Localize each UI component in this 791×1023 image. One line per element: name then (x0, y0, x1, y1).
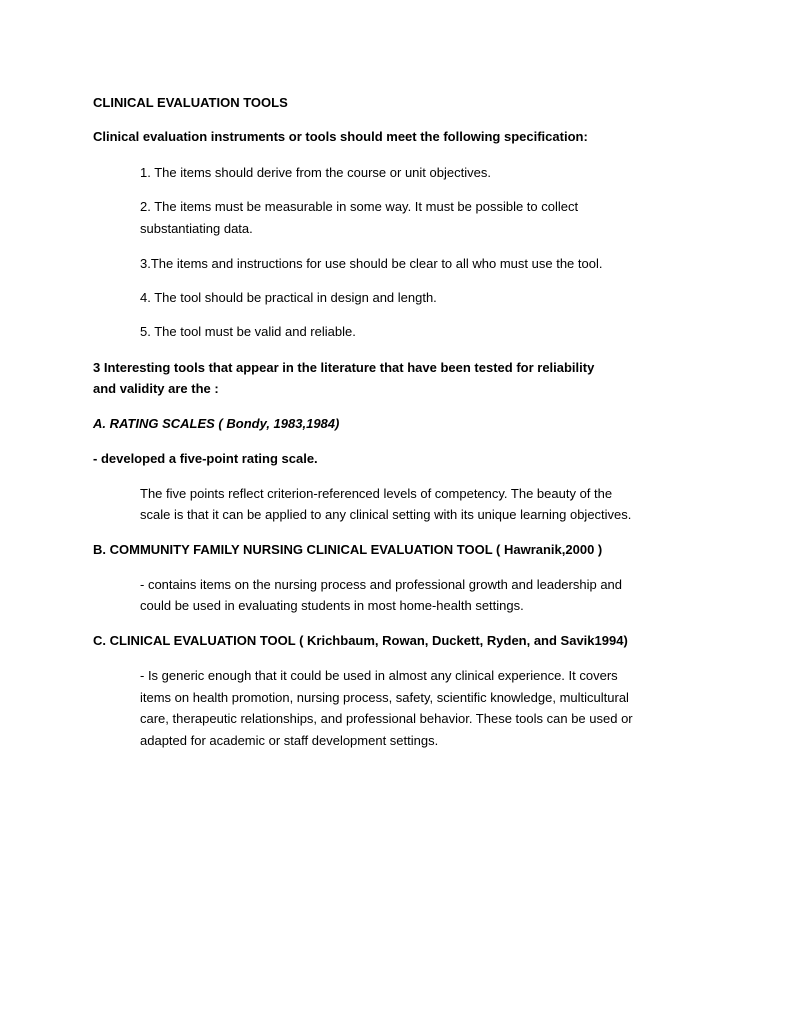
intro-text: Clinical evaluation instruments or tools should meet the following specification: (93, 129, 588, 144)
specification-item: 1. The items should derive from the course or unit objectives. (140, 165, 491, 180)
tool-c-description: - Is generic enough that it could be used in almost any clinical experience. It covers (140, 668, 618, 683)
tool-b-heading: B. COMMUNITY FAMILY NURSING CLINICAL EVALUATION TOOL ( Hawranik,2000 ) (93, 542, 603, 557)
literature-intro-continued: and validity are the : (93, 381, 219, 396)
tool-b-description: - contains items on the nursing process and professional growth and leadership and (140, 577, 623, 592)
tool-a-subheading: - developed a five-point rating scale. (93, 451, 318, 466)
specification-item-continued: substantiating data. (140, 221, 253, 236)
tool-a-heading: A. RATING SCALES ( Bondy, 1983,1984) (93, 416, 340, 431)
tool-b-description: could be used in evaluating students in most home-health settings. (140, 598, 524, 613)
specification-item: 3.The items and instructions for use should be clear to all who must use the tool. (140, 256, 603, 271)
literature-intro: 3 Interesting tools that appear in the literature that have been tested for reliability (93, 360, 595, 375)
specification-item: 4. The tool should be practical in design and length. (140, 290, 437, 305)
specification-item: 2. The items must be measurable in some way. It must be possible to collect (140, 199, 579, 214)
tool-c-heading: C. CLINICAL EVALUATION TOOL ( Krichbaum, Rowan, Duckett, Ryden, and Savik1994) (93, 633, 628, 648)
tool-c-description: adapted for academic or staff development settings. (140, 733, 439, 748)
tool-c-description: items on health promotion, nursing process, safety, scientific knowledge, multicultural (140, 690, 629, 705)
tool-a-description: scale is that it can be applied to any clinical setting with its unique learning objectives. (140, 507, 632, 522)
tool-c-description: care, therapeutic relationships, and professional behavior. These tools can be used or (140, 711, 633, 726)
specification-item: 5. The tool must be valid and reliable. (140, 324, 356, 339)
tool-a-description: The five points reflect criterion-referenced levels of competency. The beauty of the (140, 486, 613, 501)
document-title: CLINICAL EVALUATION TOOLS (93, 95, 288, 110)
